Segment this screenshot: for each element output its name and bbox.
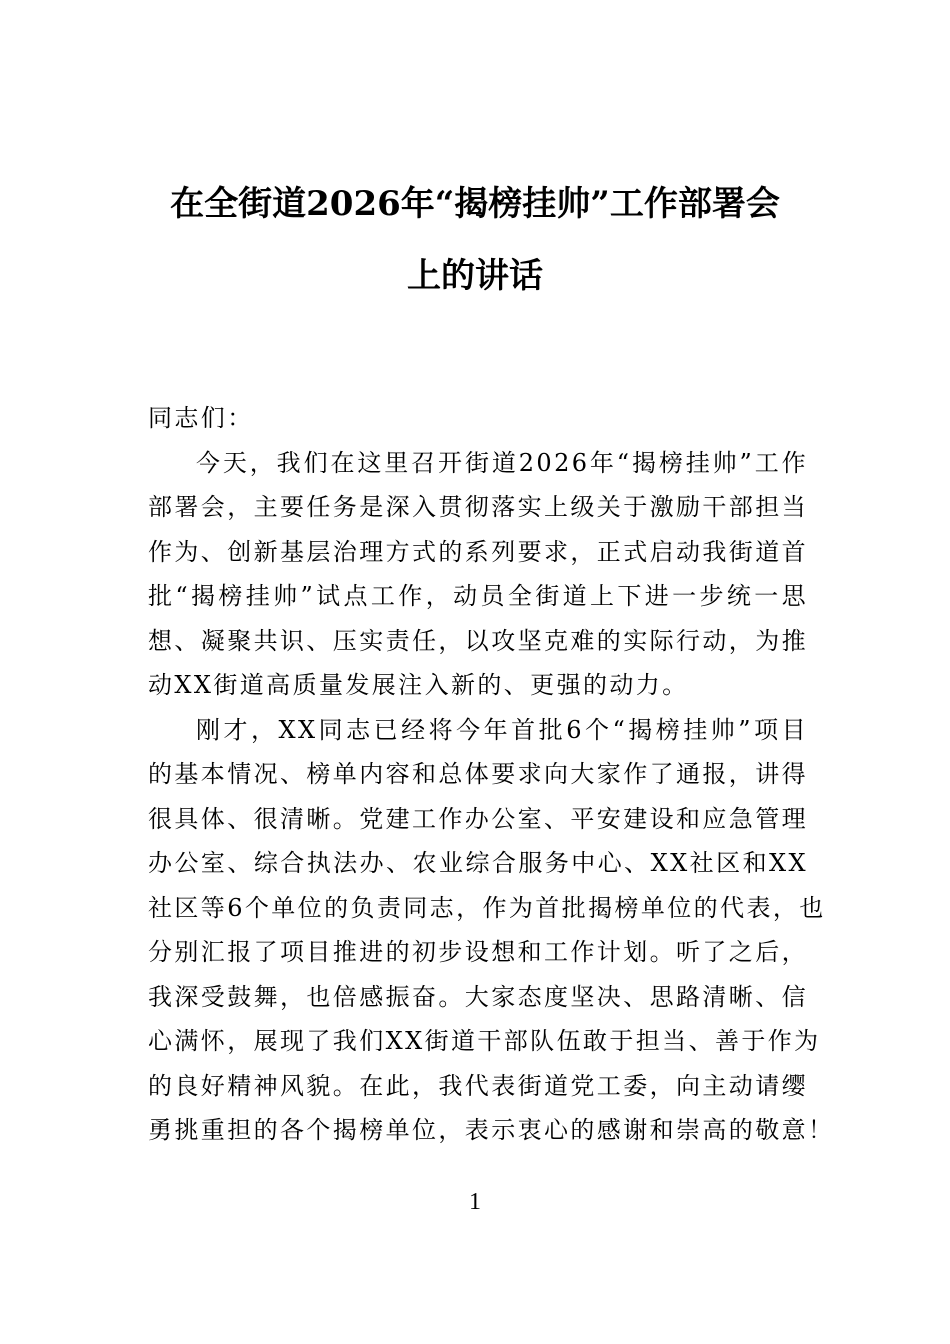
paragraph-line: 办公室、综合执法办、农业综合服务中心、XX社区和XX: [148, 849, 808, 877]
salutation: 同志们：: [148, 404, 254, 432]
paragraph-line: 我深受鼓舞，也倍感振奋。大家态度坚决、思路清晰、信: [148, 982, 808, 1011]
paragraph-line: 心满怀，展现了我们XX街道干部队伍敢于担当、善于作为: [148, 1027, 821, 1055]
paragraph-line: 部署会，主要任务是深入贯彻落实上级关于激励干部担当: [148, 493, 808, 521]
paragraph-line: 的基本情况、榜单内容和总体要求向大家作了通报，讲得: [148, 760, 808, 788]
paragraph-line: 批“揭榜挂帅”试点工作，动员全街道上下进一步统一思: [148, 582, 808, 610]
page-number: 1: [469, 1189, 481, 1215]
paragraph-line: 勇挑重担的各个揭榜单位，表示衷心的感谢和崇高的敬意！: [148, 1116, 835, 1144]
paragraph-line: 很具体、很清晰。党建工作办公室、平安建设和应急管理: [148, 804, 808, 833]
paragraph-1: [148, 441, 808, 708]
title-line-1: 在全街道2026年“揭榜挂帅”工作部署会: [170, 184, 780, 224]
paragraph-line: 的良好精神风貌。在此，我代表街道党工委，向主动请缨: [148, 1071, 808, 1100]
paragraph-line: 作为、创新基层治理方式的系列要求，正式启动我街道首: [148, 537, 808, 566]
document-body: [148, 396, 835, 1153]
paragraph-2: [148, 708, 835, 1153]
paragraph-line: 想、凝聚共识、压实责任，以攻坚克难的实际行动，为推: [148, 626, 808, 655]
paragraph-line: 分别汇报了项目推进的初步设想和工作计划。听了之后，: [148, 938, 808, 966]
document-title: [140, 168, 810, 312]
paragraph-line: 社区等6个单位的负责同志，作为首批揭榜单位的代表，也: [148, 893, 826, 922]
paragraph-line: 刚才，XX同志已经将今年首批6个“揭榜挂帅”项目: [196, 715, 808, 744]
paragraph-line: 今天，我们在这里召开街道2026年“揭榜挂帅”工作: [196, 448, 808, 477]
paragraph-line: 动XX街道高质量发展注入新的、更强的动力。: [148, 671, 689, 699]
title-line-2: 上的讲话: [407, 256, 543, 296]
